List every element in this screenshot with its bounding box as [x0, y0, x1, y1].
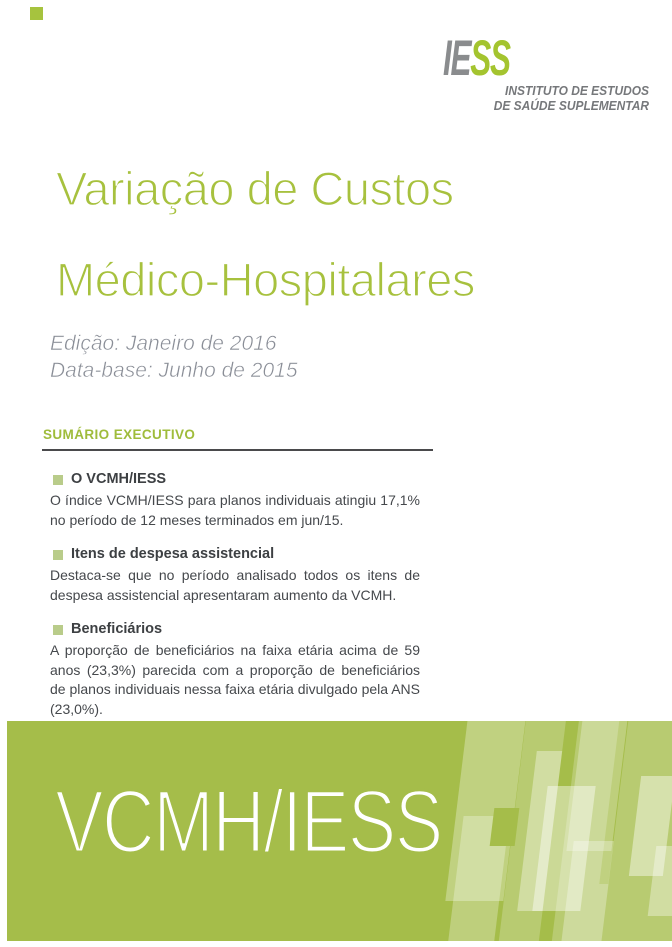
summary-item-head: [50, 470, 420, 489]
tagline-line1: INSTITUTO DE ESTUDOS: [505, 83, 649, 98]
summary-item-body: A proporção de beneficiários na faixa etária acima de 59 anos (23,3%) parecida com a proporção de beneficiários de planos individuais nessa faixa etária divulgado pela ANS (23,0%).: [50, 642, 420, 717]
title-line1: Variação de Custos: [56, 162, 454, 215]
banner-title: VCMH/IESS: [55, 771, 442, 871]
banner-deco-gap: [490, 808, 520, 846]
bullet-square-icon: [53, 625, 63, 635]
database-line: Data-base: Junho de 2015: [50, 359, 298, 382]
summary-heading: SUMÁRIO EXECUTIVO: [43, 427, 196, 442]
summary-items: [50, 470, 420, 734]
summary-item-title: O VCMH/IESS: [71, 471, 167, 487]
bottom-banner: [7, 721, 672, 941]
summary-item-head: [50, 620, 420, 639]
iess-wordmark: [443, 30, 510, 86]
logo-tagline: [459, 80, 649, 113]
iess-logo: [443, 30, 649, 113]
summary-item-head: [50, 545, 420, 564]
corner-accent-icon: [30, 7, 43, 20]
summary-item-body: O índice VCMH/IESS para planos individuais atingiu 17,1% no período de 12 meses terminados em jun/15.: [50, 492, 420, 528]
bullet-square-icon: [53, 550, 63, 560]
bullet-square-icon: [53, 475, 63, 485]
title-line2: Médico-Hospitalares: [56, 253, 475, 306]
summary-item-title: Beneficiários: [71, 621, 163, 637]
summary-item-title: Itens de despesa assistencial: [71, 546, 275, 562]
wordmark-gray-part: IE: [443, 30, 471, 86]
edition-info: [50, 330, 298, 384]
summary-rule: [42, 449, 433, 451]
tagline-line2: DE SAÚDE SUPLEMENTAR: [493, 98, 649, 113]
summary-item-despesa: [50, 545, 420, 605]
summary-item-beneficiarios: [50, 620, 420, 719]
summary-item-body: Destaca-se que no período analisado todos os itens de despesa assistencial apresentaram aumento da VCMH.: [50, 567, 420, 603]
edition-line: Edição: Janeiro de 2016: [50, 332, 277, 355]
summary-item-vcmh: [50, 470, 420, 530]
wordmark-green-part: SS: [470, 30, 510, 86]
page-title: [56, 143, 616, 325]
